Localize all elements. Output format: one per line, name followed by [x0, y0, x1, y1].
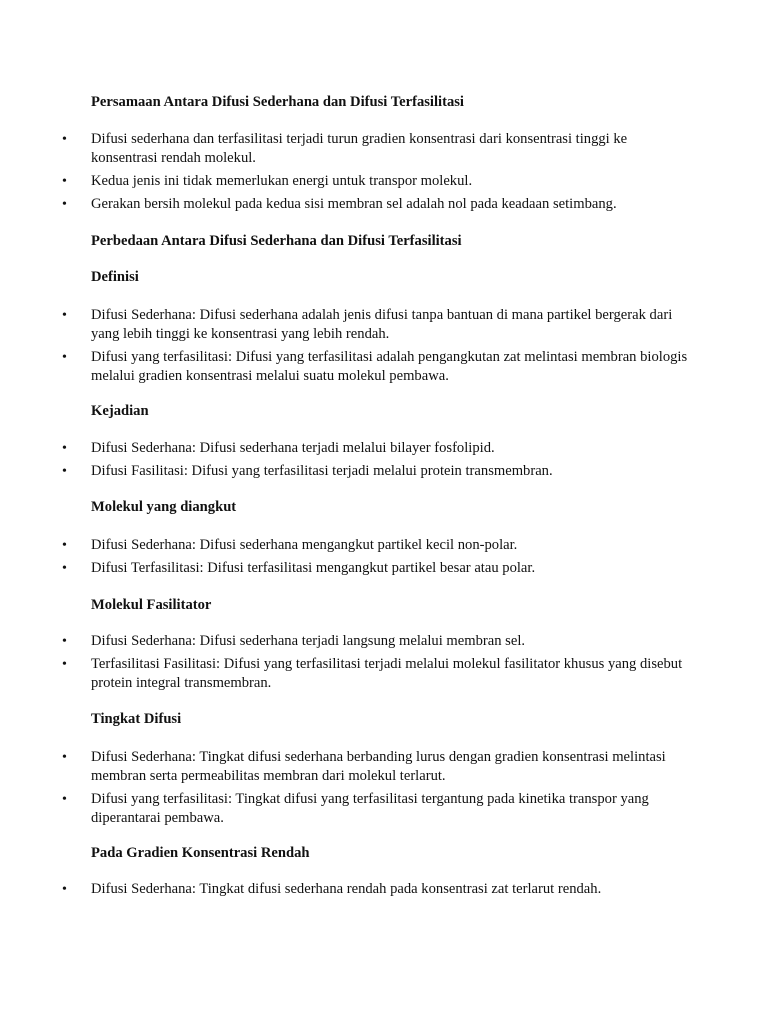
list-item-text: Difusi sederhana dan terfasilitasi terjadi turun gradien konsentrasi dari konsentrasi tinggi ke konsentrasi rendah molekul. [91, 131, 628, 166]
subheading-definisi: Definisi [91, 269, 139, 285]
subheading-tingkat-difusi: Tingkat Difusi [91, 711, 182, 727]
subheading-gradien-rendah: Pada Gradien Konsentrasi Rendah [91, 845, 310, 861]
bullet-icon [62, 748, 72, 768]
bullet-icon [62, 348, 72, 368]
subheading-molekul-diangkut: Molekul yang diangkut [91, 499, 237, 515]
list-item-text: Difusi Fasilitasi: Difusi yang terfasilitasi terjadi melalui protein transmembran. [91, 463, 553, 479]
bullet-icon [62, 306, 72, 326]
bullet-icon [62, 439, 72, 459]
bullet-icon [62, 462, 72, 482]
list-item-text: Kedua jenis ini tidak memerlukan energi untuk transpor molekul. [91, 173, 473, 189]
heading-differences: Perbedaan Antara Difusi Sederhana dan Difusi Terfasilitasi [91, 233, 462, 249]
list-item-text: Difusi yang terfasilitasi: Difusi yang terfasilitasi adalah pengangkutan zat melintasi membran biologis melalui gradien konsentrasi melalui suatu molekul pembawa. [91, 349, 688, 384]
bullet-icon [62, 195, 72, 215]
heading-similarities: Persamaan Antara Difusi Sederhana dan Difusi Terfasilitasi [91, 94, 464, 110]
list-item-text: Difusi Sederhana: Difusi sederhana adalah jenis difusi tanpa bantuan di mana partikel bergerak dari yang lebih tinggi ke konsentrasi yang lebih rendah. [91, 307, 673, 342]
list-item-text: Difusi Sederhana: Difusi sederhana mengangkut partikel kecil non-polar. [91, 537, 518, 553]
subheading-molekul-fasilitator: Molekul Fasilitator [91, 597, 212, 613]
bullet-icon [62, 536, 72, 556]
list-item-text: Difusi Sederhana: Difusi sederhana terjadi langsung melalui membran sel. [91, 633, 526, 649]
list-item-text: Difusi Sederhana: Tingkat difusi sederhana rendah pada konsentrasi zat terlarut rendah. [91, 881, 602, 897]
subheading-kejadian: Kejadian [91, 403, 149, 419]
bullet-icon [62, 172, 72, 192]
bullet-icon [62, 655, 72, 675]
list-item-text: Difusi Sederhana: Tingkat difusi sederhana berbanding lurus dengan gradien konsentrasi melintasi membran serta permeabilitas membran dari molekul terlarut. [91, 749, 666, 784]
list-item-text: Difusi Terfasilitasi: Difusi terfasilitasi mengangkut partikel besar atau polar. [91, 560, 536, 576]
bullet-icon [62, 790, 72, 810]
bullet-icon [62, 559, 72, 579]
list-item-text: Terfasilitasi Fasilitasi: Difusi yang terfasilitasi terjadi melalui molekul fasilitator khusus yang disebut protein integral transmembran. [91, 656, 683, 691]
bullet-icon [62, 632, 72, 652]
bullet-icon [62, 880, 72, 900]
list-item-text: Difusi yang terfasilitasi: Tingkat difusi yang terfasilitasi tergantung pada kinetika transpor yang diperantarai pembawa. [91, 791, 649, 826]
list-item-text: Difusi Sederhana: Difusi sederhana terjadi melalui bilayer fosfolipid. [91, 440, 495, 456]
bullet-icon [62, 130, 72, 150]
list-item-text: Gerakan bersih molekul pada kedua sisi membran sel adalah nol pada keadaan setimbang. [91, 196, 617, 212]
